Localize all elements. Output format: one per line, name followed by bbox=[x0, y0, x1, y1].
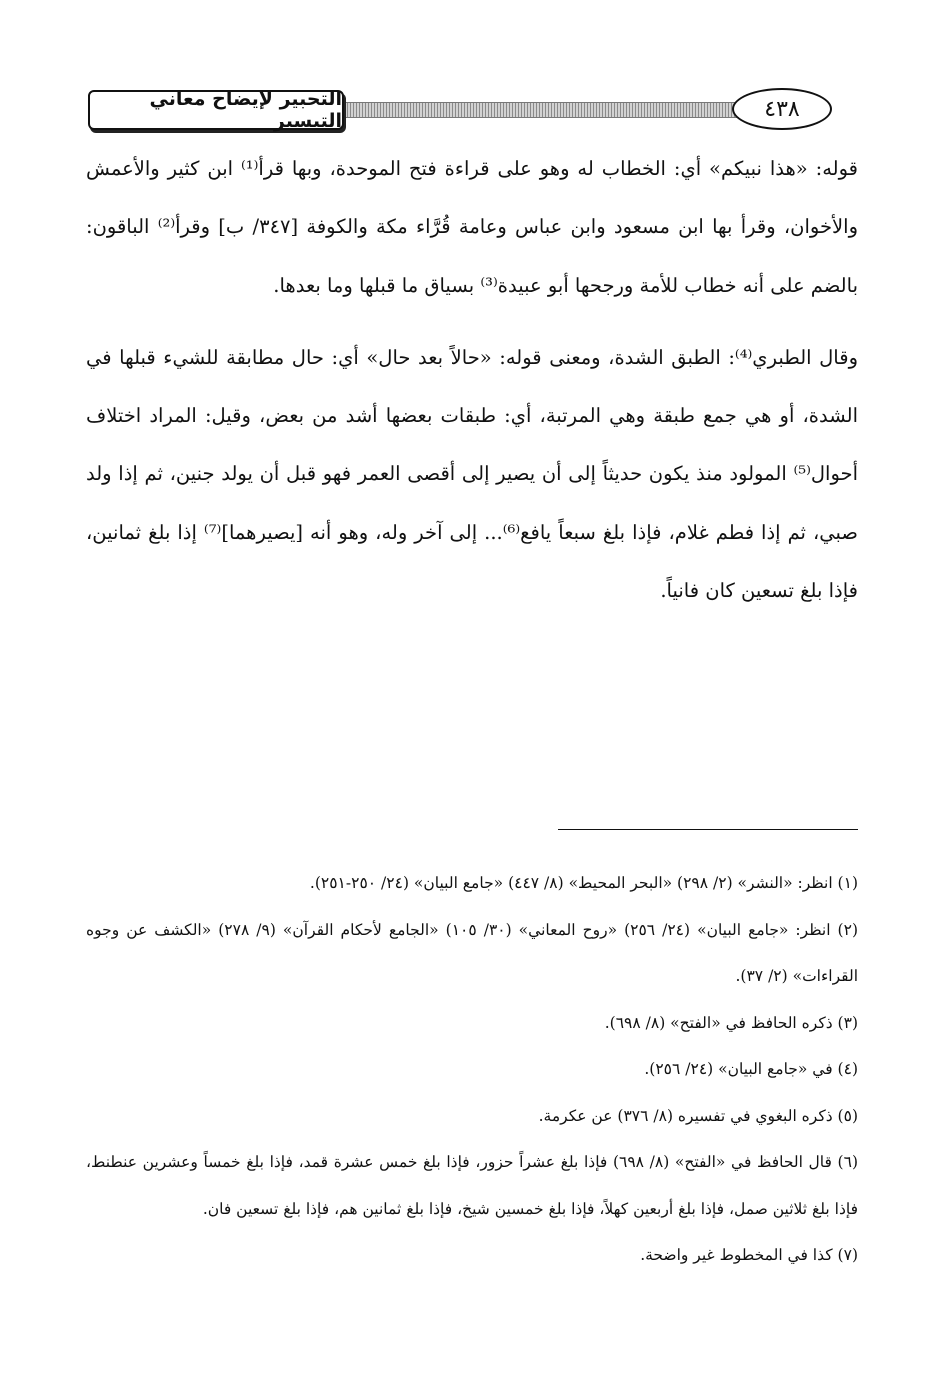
main-text bbox=[86, 140, 858, 620]
running-header bbox=[82, 86, 850, 136]
footnote-2: (٢) انظر: «جامع البيان» (٢٤/ ٢٥٦) «روح المعاني» (٣٠/ ١٠٥) «الجامع لأحكام القرآن» (٩/ ٢٧٨) «الكشف عن وجوه القراءات» (٢/ ٣٧). bbox=[86, 920, 858, 985]
page-number: ٤٣٨ bbox=[732, 88, 832, 130]
footnote-5: (٥) ذكره البغوي في تفسيره (٨/ ٣٧٦) عن عكرمة. bbox=[538, 1106, 858, 1125]
footnote-6: (٦) قال الحافظ في «الفتح» (٨/ ٦٩٨) فإذا بلغ عشراً حزور، فإذا بلغ خمس عشرة قمد، فإذا بلغ خمساً وعشرين عنطنط، فإذا بلغ ثلاثين صمل، فإذا بلغ أربعين كهلاً، فإذا بلغ خمسين شيخ، فإذا بلغ ثمانين هم، فإذا بلغ تسعين فان. bbox=[86, 1153, 858, 1218]
header-decorative-bar bbox=[332, 102, 760, 118]
paragraph-2: وقال الطبري⁽⁴⁾: الطبق الشدة، ومعنى قوله: «حالاً بعد حال» أي: حال مطابقة للشيء قبلها في الشدة، أو هي جمع طبقة وهي المرتبة، أي: طبقات بعضها أشد من بعض، وقيل: المراد اختلاف أحوال⁽⁵⁾ المولود منذ يكون حديثاً إلى أن يصير إلى أقصى العمر فهو قبل أن يولد جنين، ثم إذا ولد صبي، ثم إذا فطم غلام، فإذا بلغ سبعاً يافع⁽⁶⁾... إلى آخر وله، وهو أنه [يصيرهما]⁽⁷⁾ إذا بلغ ثمانين، فإذا بلغ تسعين كان فانياً. bbox=[86, 345, 858, 603]
footnote-4: (٤) في «جامع البيان» (٢٤/ ٢٥٦). bbox=[644, 1060, 858, 1078]
footnote-1: (١) انظر: «النشر» (٢/ ٢٩٨) «البحر المحيط» (٨/ ٤٤٧) «جامع البيان» (٢٤/ ٢٥٠-٢٥١). bbox=[309, 874, 858, 892]
book-title: التحبير لإيضاح معاني التيسير bbox=[88, 90, 344, 130]
footnotes bbox=[86, 860, 858, 1279]
footnote-7: (٧) كذا في المخطوط غير واضحة. bbox=[640, 1246, 858, 1264]
paragraph-1: قوله: «هذا نبيكم» أي: الخطاب له وهو على قراءة فتح الموحدة، وبها قرأ⁽¹⁾ ابن كثير والأعمش والأخوان، وقرأ بها ابن مسعود وابن عباس وعامة قُرَّاء مكة والكوفة [٣٤٧/ ب] وقرأ⁽²⁾ الباقون: بالضم على أنه خطاب للأمة ورجحها أبو عبيدة⁽³⁾ بسياق ما قبلها وما بعدها. bbox=[86, 157, 858, 297]
footnote-3: (٣) ذكره الحافظ في «الفتح» (٨/ ٦٩٨). bbox=[604, 1013, 858, 1032]
footnote-separator bbox=[558, 829, 858, 830]
